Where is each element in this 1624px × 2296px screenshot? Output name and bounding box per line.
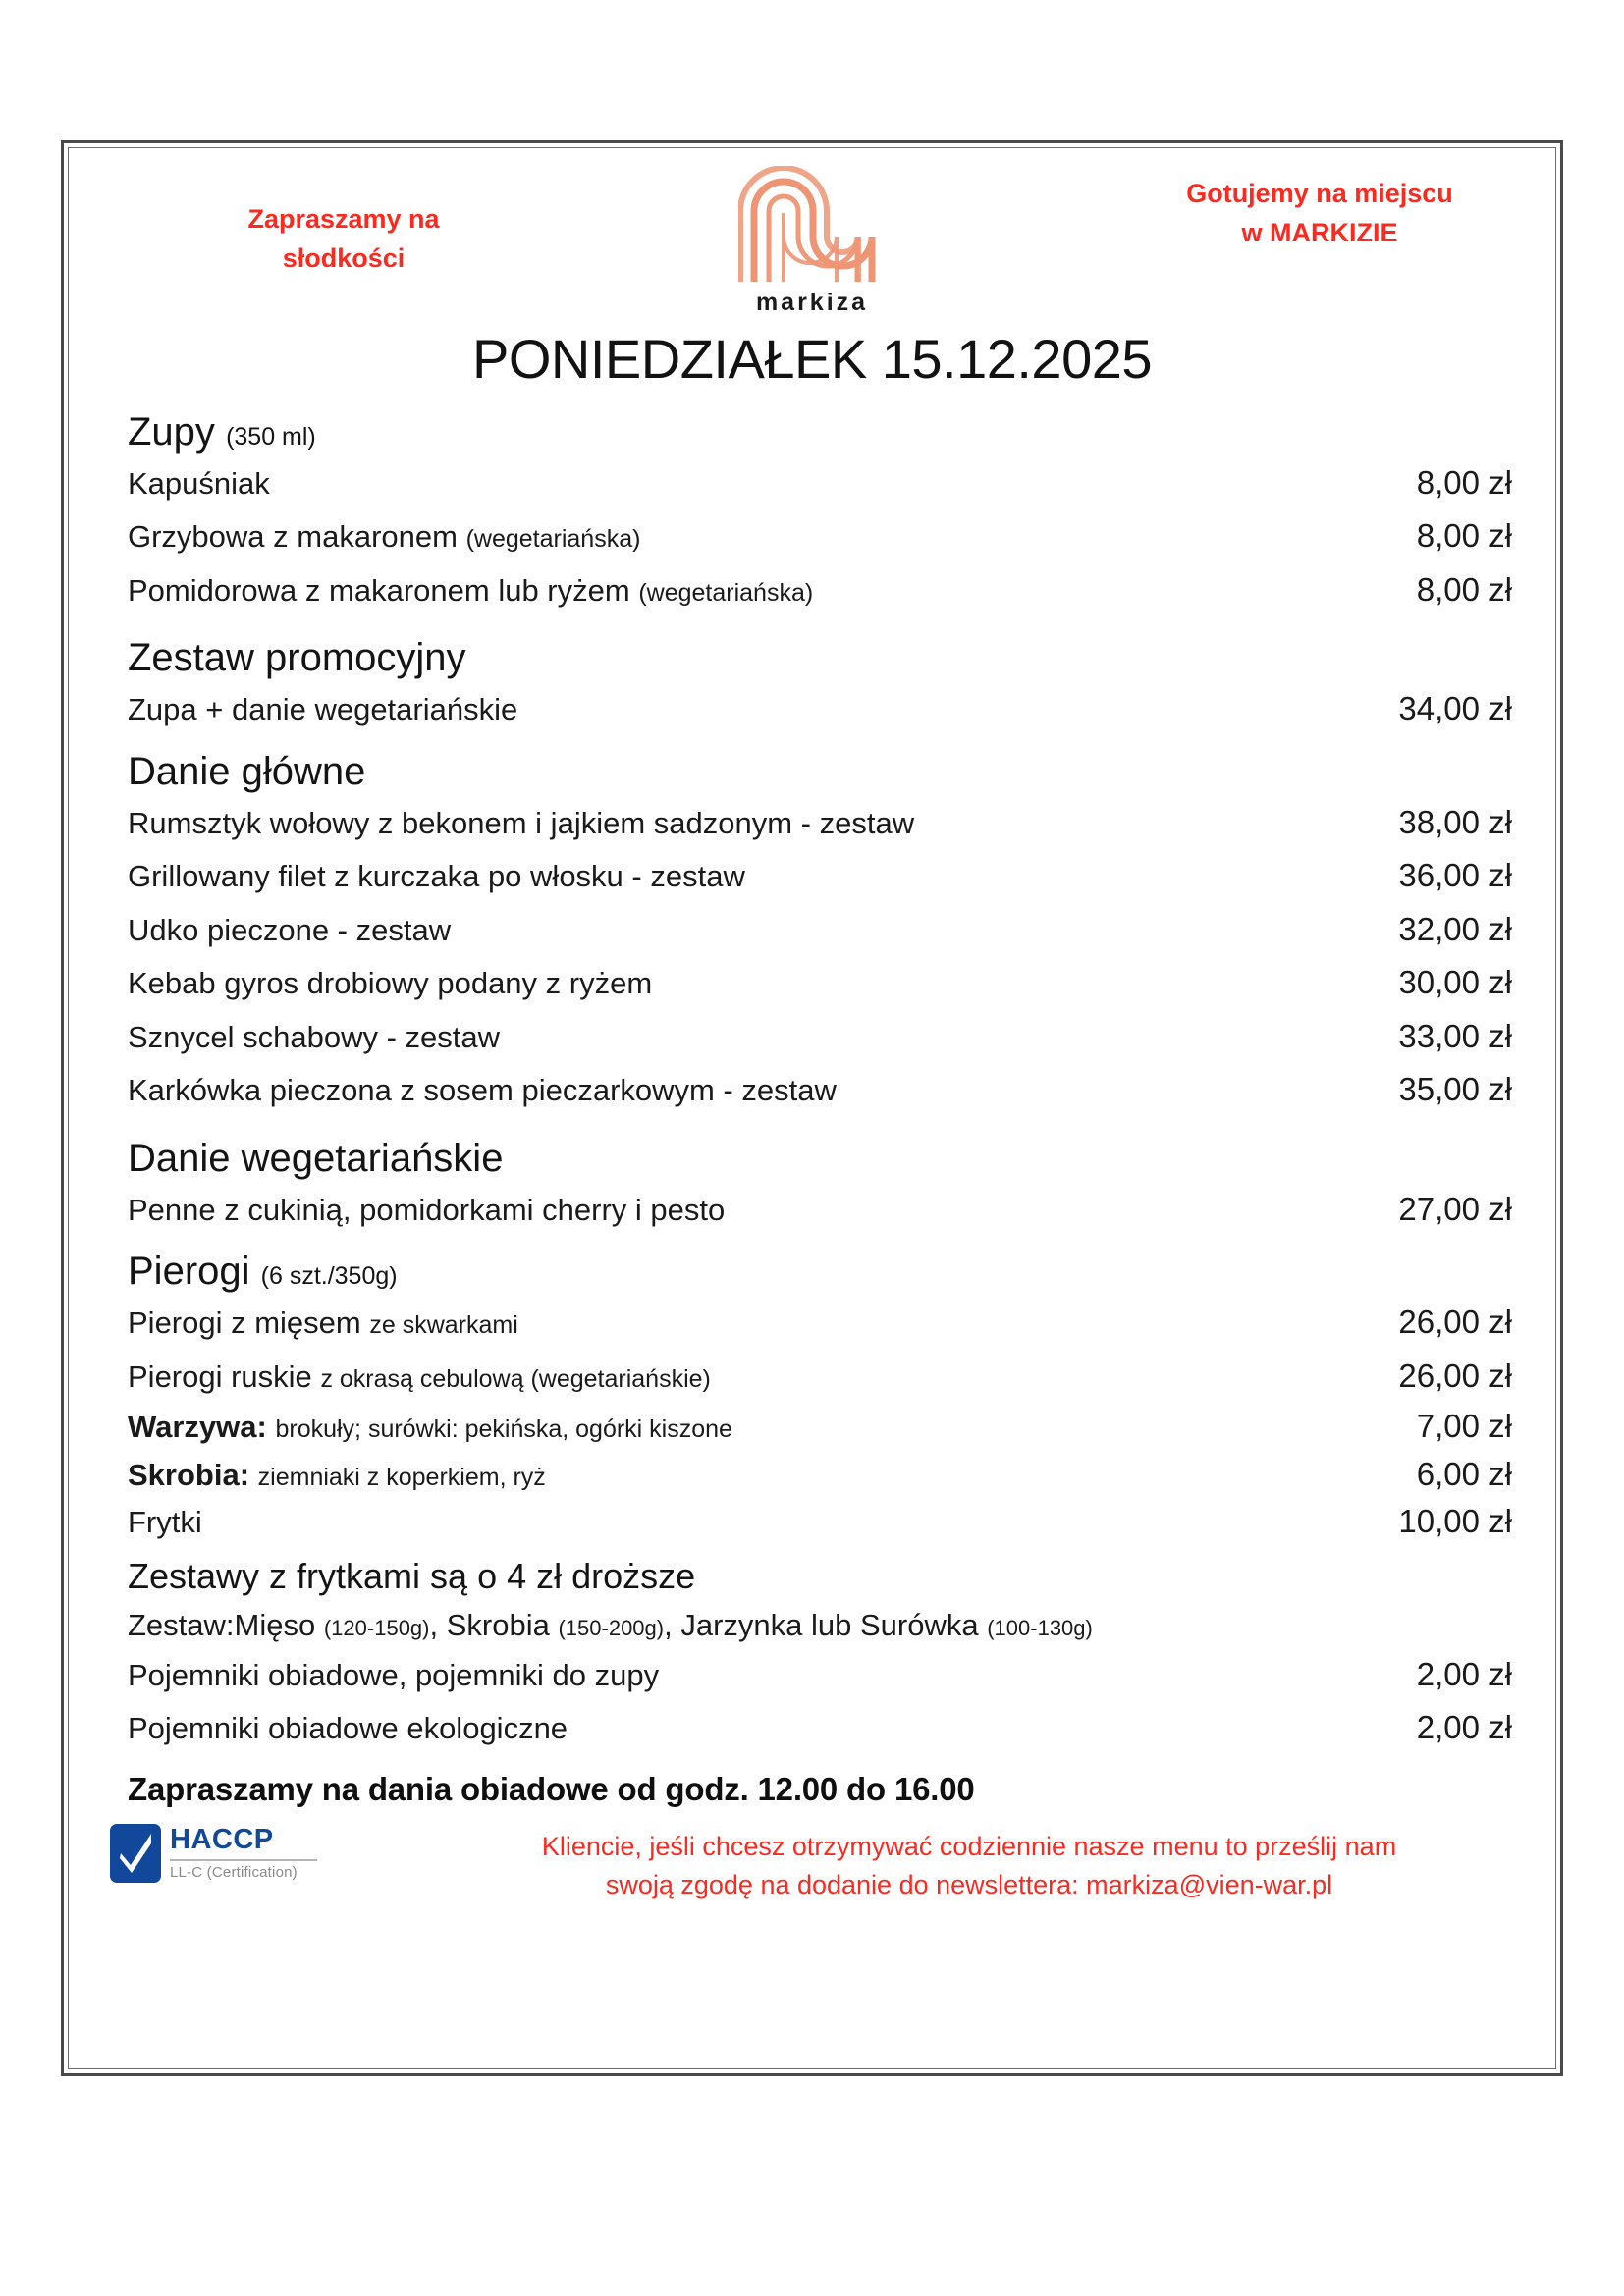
menu-item-name: Zupa + danie wegetariańskie bbox=[128, 692, 518, 727]
menu-item-price: 26,00 zł bbox=[1398, 1357, 1512, 1394]
menu-row bbox=[128, 903, 1512, 957]
menu-item-price: 2,00 zł bbox=[1416, 1655, 1512, 1692]
menu-item-price: 34,00 zł bbox=[1398, 690, 1512, 727]
menu-row bbox=[128, 849, 1512, 903]
menu-row bbox=[128, 1183, 1512, 1237]
menu-item-price: 7,00 zł bbox=[1416, 1408, 1512, 1445]
menu-row bbox=[128, 1648, 1512, 1702]
menu-row bbox=[128, 1296, 1512, 1350]
set-composition-mid: , Skrobia bbox=[429, 1607, 550, 1642]
menu-row bbox=[128, 956, 1512, 1010]
menu-item-name: Pierogi ruskie bbox=[128, 1359, 312, 1394]
haccp-title: HACCP bbox=[170, 1823, 274, 1855]
set-composition-prefix: Zestaw:Mięso bbox=[128, 1607, 316, 1642]
menu-item-name: Grillowany filet z kurczaka po włosku - zestaw bbox=[128, 859, 745, 894]
menu-item-name: Pojemniki obiadowe ekologiczne bbox=[128, 1711, 568, 1746]
menu-row bbox=[128, 563, 1512, 617]
menu-item-price: 2,00 zł bbox=[1416, 1709, 1512, 1746]
newsletter-invite bbox=[430, 1828, 1508, 1904]
set-composition-end: , Jarzynka lub Surówka bbox=[664, 1607, 979, 1642]
section-heading-zestaw-promocyjny-label: Zestaw promocyjny bbox=[128, 636, 466, 680]
menu-item-name: Skrobia: bbox=[128, 1457, 250, 1492]
section-heading-pierogi bbox=[128, 1250, 1512, 1294]
menu-item-price: 6,00 zł bbox=[1416, 1455, 1512, 1492]
set-composition-note bbox=[128, 1599, 1512, 1648]
menu-row bbox=[128, 1498, 1512, 1546]
menu-item-name: Kebab gyros drobiowy podany z ryżem bbox=[128, 966, 653, 1001]
menu-item-note: z okrasą cebulową (wegetariańskie) bbox=[320, 1364, 711, 1393]
section-heading-zupy-label: Zupy bbox=[128, 410, 215, 454]
section-heading-zupy-note: (350 ml) bbox=[226, 423, 316, 451]
menu-header bbox=[106, 162, 1518, 319]
menu-item-note: (wegetariańska) bbox=[465, 525, 641, 554]
brand-logo bbox=[738, 166, 886, 317]
menu-row bbox=[128, 1063, 1512, 1117]
menu-item-price: 35,00 zł bbox=[1398, 1071, 1512, 1108]
haccp-subtitle: LL-C (Certification) bbox=[170, 1863, 298, 1881]
section-heading-danie-wegetarianskie bbox=[128, 1137, 1512, 1181]
menu-list bbox=[106, 410, 1518, 1808]
menu-row bbox=[128, 456, 1512, 510]
menu-item-name: Karkówka pieczona z sosem pieczarkowym - zestaw bbox=[128, 1073, 837, 1108]
menu-item-price: 8,00 zł bbox=[1416, 570, 1512, 608]
newsletter-line-1: Kliencie, jeśli chcesz otrzymywać codziennie nasze menu to prześlij nam bbox=[541, 1831, 1397, 1861]
menu-item-name: Warzywa: bbox=[128, 1410, 267, 1445]
menu-item-name: Kapuśniak bbox=[128, 465, 270, 501]
menu-item-price: 10,00 zł bbox=[1398, 1503, 1512, 1540]
promo-sweets-note bbox=[196, 199, 491, 278]
menu-row bbox=[128, 1451, 1512, 1499]
section-heading-zestaw-promocyjny bbox=[128, 636, 1512, 680]
promo-sweets-line-2: słodkości bbox=[282, 243, 406, 273]
section-heading-pierogi-note: (6 szt./350g) bbox=[260, 1262, 398, 1291]
menu-item-price: 8,00 zł bbox=[1416, 517, 1512, 555]
page-title: PONIEDZIAŁEK 15.12.2025 bbox=[472, 328, 1152, 390]
menu-row bbox=[128, 509, 1512, 563]
set-composition-gram-1: (120-150g) bbox=[323, 1615, 430, 1640]
newsletter-line-2: swoją zgodę na dodanie do newslettera: markiza@vien-war.pl bbox=[605, 1869, 1333, 1899]
set-composition-gram-2: (150-200g) bbox=[558, 1615, 665, 1640]
menu-row bbox=[128, 682, 1512, 736]
menu-footer bbox=[106, 1818, 1518, 1965]
menu-item-price: 27,00 zł bbox=[1398, 1190, 1512, 1227]
set-composition-gram-3: (100-130g) bbox=[987, 1615, 1093, 1640]
menu-item-price: 33,00 zł bbox=[1398, 1017, 1512, 1054]
menu-item-name: Pojemniki obiadowe, pojemniki do zupy bbox=[128, 1657, 660, 1692]
menu-item-name: Grzybowa z makaronem bbox=[128, 519, 458, 555]
menu-row bbox=[128, 796, 1512, 850]
section-heading-danie-glowne bbox=[128, 750, 1512, 794]
menu-item-name: Frytki bbox=[128, 1505, 202, 1540]
menu-item-price: 32,00 zł bbox=[1398, 910, 1512, 947]
promo-sweets-line-1: Zapraszamy na bbox=[247, 204, 440, 234]
menu-item-price: 8,00 zł bbox=[1416, 463, 1512, 501]
menu-item-price: 36,00 zł bbox=[1398, 857, 1512, 894]
menu-item-name: Pierogi z mięsem bbox=[128, 1306, 361, 1340]
promo-cooked-onsite-note bbox=[1143, 174, 1496, 252]
haccp-check-icon bbox=[110, 1824, 161, 1883]
menu-content bbox=[61, 140, 1563, 2076]
menu-item-price: 26,00 zł bbox=[1398, 1304, 1512, 1340]
section-heading-pierogi-label: Pierogi bbox=[128, 1250, 250, 1294]
section-heading-danie-wegetarianskie-label: Danie wegetariańskie bbox=[128, 1136, 504, 1180]
fries-surcharge-note: Zestawy z frytkami są o 4 zł droższe bbox=[128, 1555, 696, 1596]
menu-row bbox=[128, 1010, 1512, 1064]
menu-item-name: Sznycel schabowy - zestaw bbox=[128, 1019, 501, 1054]
haccp-divider bbox=[170, 1859, 317, 1861]
promo-cooked-line-2: w MARKIZIE bbox=[1241, 218, 1398, 247]
promo-cooked-line-1: Gotujemy na miejscu bbox=[1186, 179, 1453, 208]
menu-item-name: Udko pieczone - zestaw bbox=[128, 912, 452, 947]
menu-item-name: Pomidorowa z makaronem lub ryżem bbox=[128, 572, 630, 608]
menu-item-note: ze skwarkami bbox=[369, 1311, 518, 1339]
menu-item-note: brokuły; surówki: pekińska, ogórki kiszone bbox=[275, 1415, 732, 1444]
markiza-logo-icon bbox=[738, 166, 886, 287]
menu-row bbox=[128, 1403, 1512, 1451]
menu-row bbox=[128, 1350, 1512, 1404]
haccp-certification-logo bbox=[110, 1824, 317, 1883]
menu-item-name: Penne z cukinią, pomidorkami cherry i pesto bbox=[128, 1192, 726, 1227]
section-heading-zupy bbox=[128, 410, 1512, 454]
menu-item-note: ziemniaki z koperkiem, ryż bbox=[257, 1463, 546, 1491]
section-heading-danie-glowne-label: Danie główne bbox=[128, 749, 366, 793]
opening-hours-cta: Zapraszamy na dania obiadowe od godz. 12.00 do 16.00 bbox=[128, 1770, 975, 1807]
menu-item-price: 30,00 zł bbox=[1398, 964, 1512, 1001]
menu-item-note: (wegetariańska) bbox=[638, 578, 814, 607]
menu-row bbox=[128, 1701, 1512, 1755]
brand-name: markiza bbox=[755, 289, 869, 316]
menu-item-price: 38,00 zł bbox=[1398, 803, 1512, 840]
menu-item-name: Rumsztyk wołowy z bekonem i jajkiem sadzonym - zestaw bbox=[128, 805, 915, 840]
